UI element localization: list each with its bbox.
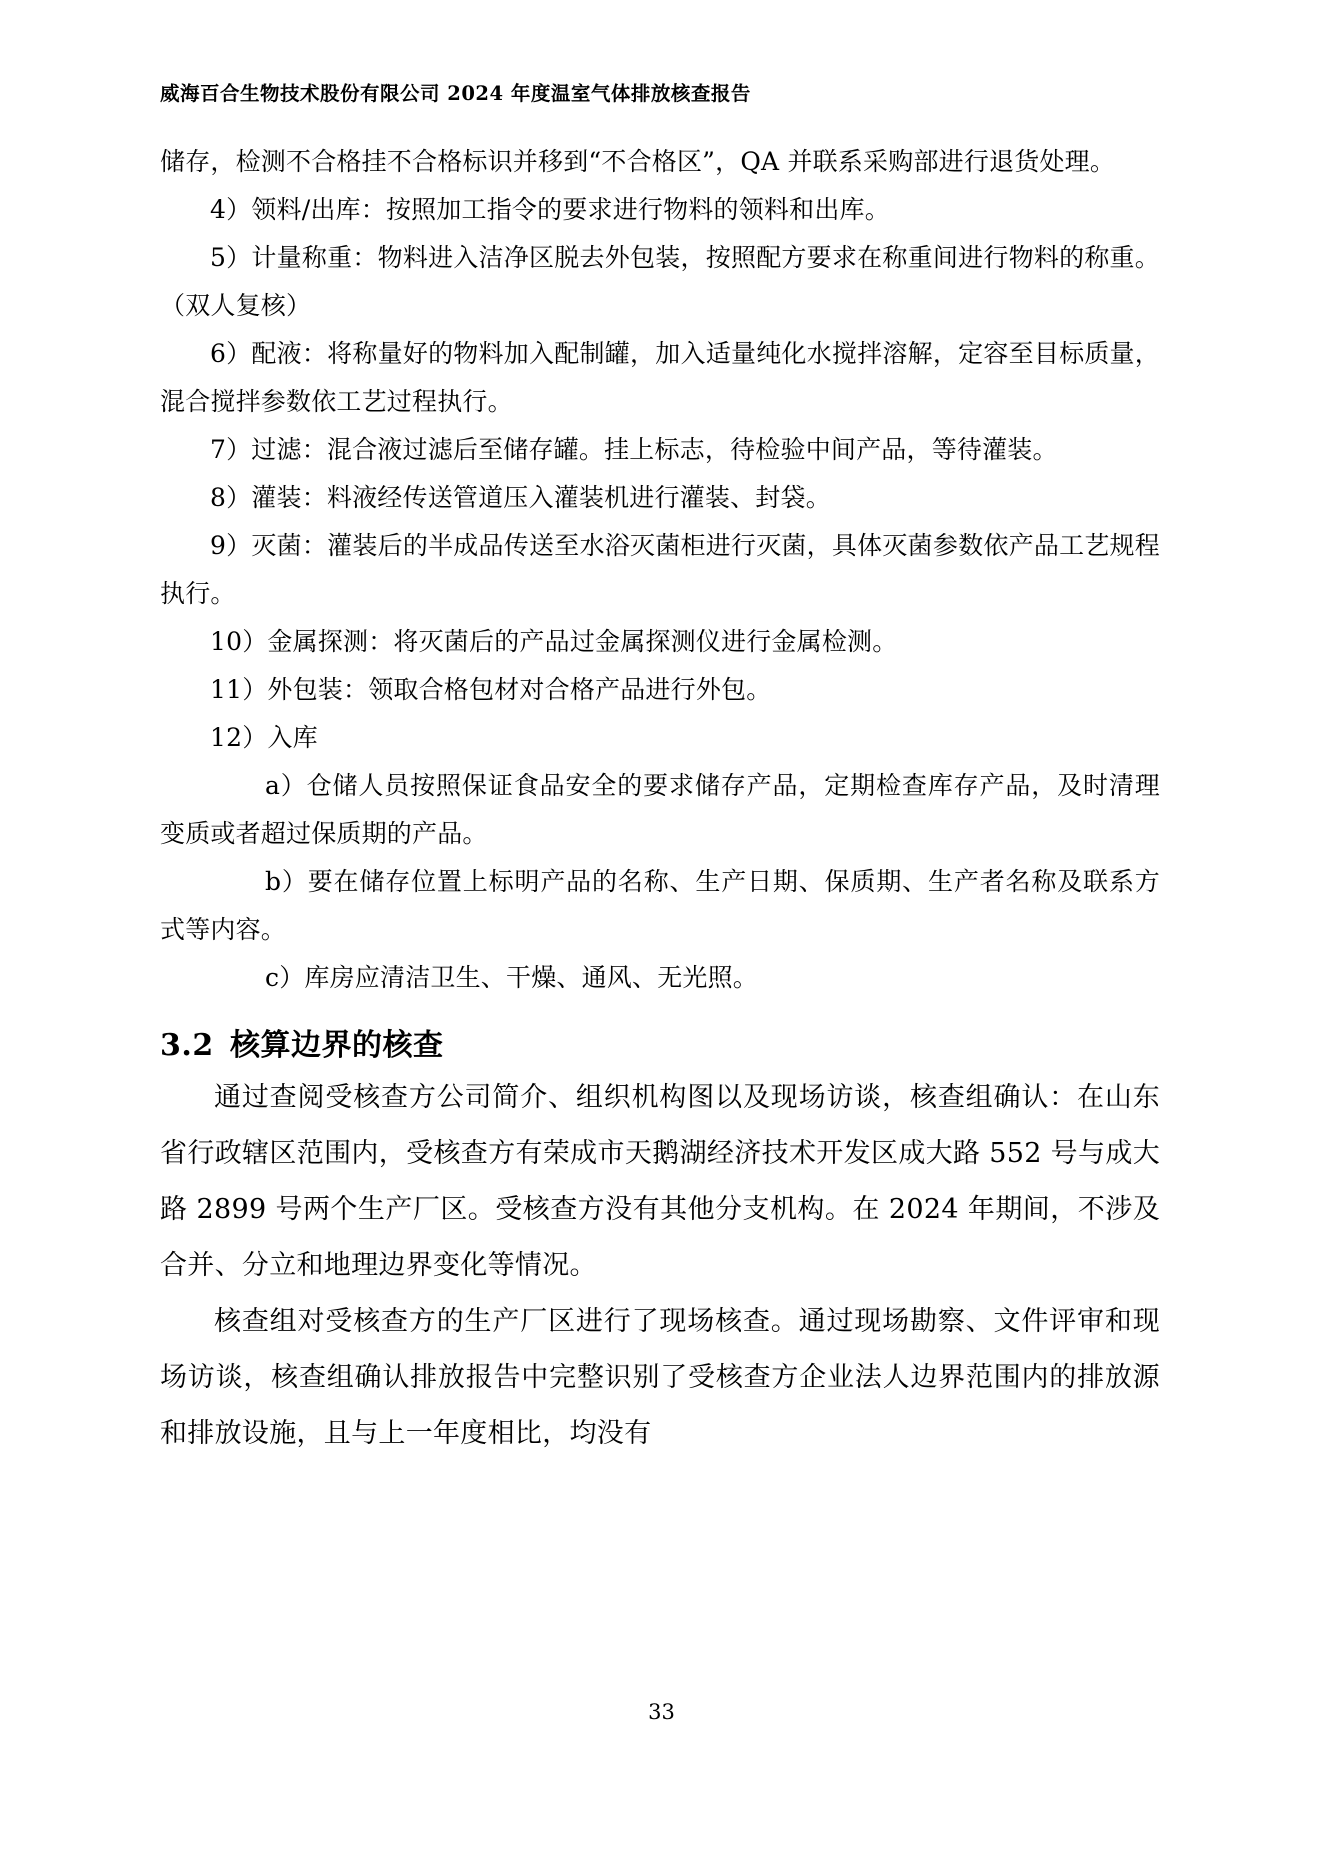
section-heading	[160, 1020, 1160, 1064]
page-number: 33	[648, 1700, 675, 1724]
paragraph-item-4: 4）领料/出库：按照加工指令的要求进行物料的领料和出库。	[210, 195, 890, 224]
paragraph-item-8: 8）灌装：料液经传送管道压入灌装机进行灌装、封袋。	[210, 483, 831, 512]
page-content	[160, 78, 1160, 1462]
paragraph-item-12b: b）要在储存位置上标明产品的名称、生产日期、保质期、生产者名称及联系方式等内容。	[160, 867, 1160, 944]
page-header: 威海百合生物技术股份有限公司 2024 年度温室气体排放核查报告	[160, 82, 751, 105]
paragraph-boundary-1: 通过查阅受核查方公司简介、组织机构图以及现场访谈，核查组确认：在山东省行政辖区范围内，受核查方有荣成市天鹅湖经济技术开发区成大路 552 号与成大路 2899 号两个生产厂区。受核查方没有其他分支机构。在 2024 年期间，不涉及合并、分立和地理边界变化等情况。	[160, 1082, 1160, 1281]
paragraph-item-11: 11）外包装：领取合格包材对合格产品进行外包。	[210, 675, 772, 704]
paragraph-continued: 储存，检测不合格挂不合格标识并移到“不合格区”，QA 并联系采购部进行退货处理。	[160, 147, 1116, 176]
section-title: 核算边界的核查	[230, 1028, 444, 1063]
paragraph-item-12c: c）库房应清洁卫生、干燥、通风、无光照。	[265, 963, 759, 992]
paragraph-item-5: 5）计量称重：物料进入洁净区脱去外包装，按照配方要求在称重间进行物料的称重。（双人复核）	[160, 243, 1160, 320]
paragraph-item-9: 9）灭菌：灌装后的半成品传送至水浴灭菌柜进行灭菌，具体灭菌参数依产品工艺规程执行。	[160, 531, 1160, 608]
paragraph-item-12a: a）仓储人员按照保证食品安全的要求储存产品，定期检查库存产品，及时清理变质或者超过保质期的产品。	[160, 771, 1160, 848]
paragraph-item-12: 12）入库	[210, 723, 318, 752]
section-number: 3.2	[160, 1028, 214, 1063]
paragraph-item-10: 10）金属探测：将灭菌后的产品过金属探测仪进行金属检测。	[210, 627, 898, 656]
paragraph-item-6: 6）配液：将称量好的物料加入配制罐，加入适量纯化水搅拌溶解，定容至目标质量，混合搅拌参数依工艺过程执行。	[160, 339, 1160, 416]
paragraph-item-7: 7）过滤：混合液过滤后至储存罐。挂上标志，待检验中间产品，等待灌装。	[210, 435, 1058, 464]
paragraph-boundary-2: 核查组对受核查方的生产厂区进行了现场核查。通过现场勘察、文件评审和现场访谈，核查组确认排放报告中完整识别了受核查方企业法人边界范围内的排放源和排放设施，且与上一年度相比，均没有	[160, 1306, 1160, 1449]
